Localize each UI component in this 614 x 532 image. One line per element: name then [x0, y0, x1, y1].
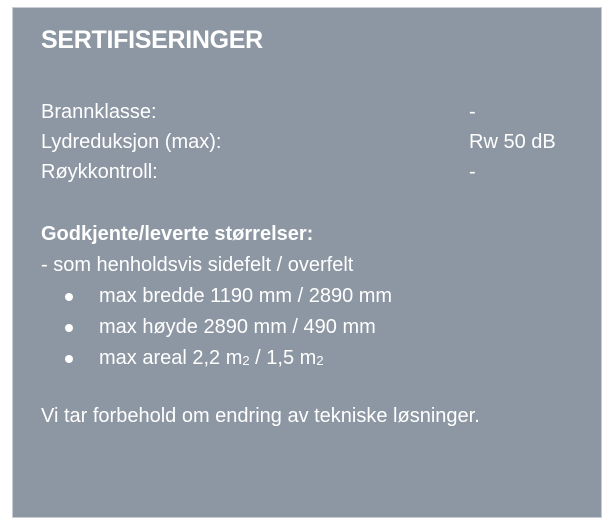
list-item	[41, 312, 392, 343]
spec-label: Lydreduksjon (max):	[41, 131, 222, 153]
sizes-list	[41, 281, 392, 374]
spec-label: Brannklasse:	[41, 101, 157, 123]
spec-value: Rw 50 dB	[469, 131, 556, 153]
sizes-heading: Godkjente/leverte størrelser:	[41, 223, 314, 245]
list-item-text: max bredde 1190 mm / 2890 mm	[99, 285, 393, 307]
list-item-text-part: / 1,5 m	[249, 347, 317, 369]
spec-label: Røykkontroll:	[41, 161, 158, 183]
spec-row-fire-class	[41, 97, 581, 127]
bullet-icon	[65, 293, 73, 301]
spec-value: -	[469, 161, 476, 183]
disclaimer-note: Vi tar forbehold om endring av tekniske løsninger.	[41, 405, 480, 427]
unit-subscript: 2	[242, 353, 250, 368]
sizes-intro: - som henholdsvis sidefelt / overfelt	[41, 254, 354, 276]
spec-row-sound-reduction	[41, 127, 581, 157]
spec-row-smoke-control	[41, 157, 581, 187]
spec-value: -	[469, 101, 476, 123]
bullet-icon	[65, 324, 73, 332]
bullet-icon	[65, 355, 73, 363]
list-item	[41, 281, 392, 312]
list-item-text: max høyde 2890 mm / 490 mm	[99, 316, 376, 338]
list-item-text-part: max areal 2,2 m	[99, 347, 243, 369]
list-item	[41, 343, 392, 374]
panel-title: SERTIFISERINGER	[41, 26, 263, 54]
unit-subscript: 2	[316, 353, 324, 368]
certification-panel	[12, 7, 602, 518]
